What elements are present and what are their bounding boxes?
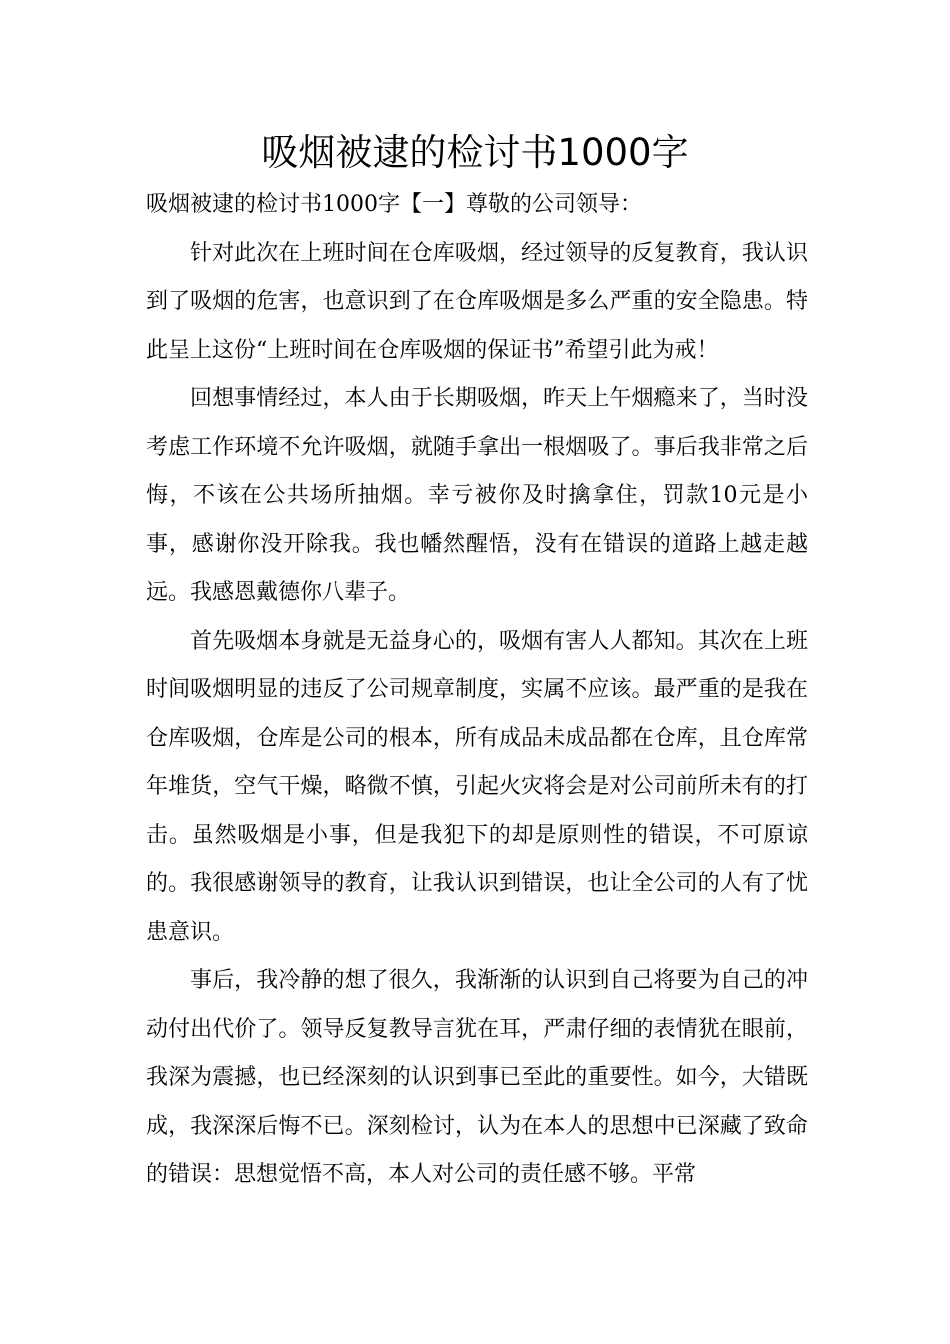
paragraph-4: 事后，我冷静的想了很久，我渐渐的认识到自己将要为自己的冲动付出代价了。领导反复教导言犹在耳，严肃仔细的表情犹在眼前，我深为震撼，也已经深刻的认识到事已至此的重要性。如今，大错既成，我深深后悔不已。深刻检讨，认为在本人的思想中已深藏了致命的错误：思想觉悟不高，本人对公司的责任感不够。平常 (146, 968, 808, 1187)
lead-line: 吸烟被逮的检讨书1000字【一】尊敬的公司领导： (146, 192, 642, 217)
paragraph-1: 针对此次在上班时间在仓库吸烟，经过领导的反复教育，我认识到了吸烟的危害，也意识到了在仓库吸烟是多么严重的安全隐患。特此呈上这份“上班时间在仓库吸烟的保证书”希望引此为戒！ (146, 240, 808, 363)
paragraph-2: 回想事情经过，本人由于长期吸烟，昨天上午烟瘾来了，当时没考虑工作环境不允许吸烟，就随手拿出一根烟吸了。事后我非常之后悔，不该在公共场所抽烟。幸亏被你及时擒拿住，罚款10元是小事，感谢你没开除我。我也幡然醒悟，没有在错误的道路上越走越远。我感恩戴德你八辈子。 (146, 386, 808, 605)
paragraph-3: 首先吸烟本身就是无益身心的，吸烟有害人人都知。其次在上班时间吸烟明显的违反了公司规章制度，实属不应该。最严重的是我在仓库吸烟，仓库是公司的根本，所有成品未成品都在仓库，且仓库常年堆货，空气干燥，略微不慎，引起火灾将会是对公司前所未有的打击。虽然吸烟是小事，但是我犯下的却是原则性的错误，不可原谅的。我很感谢领导的教育，让我认识到错误，也让全公司的人有了忧患意识。 (146, 628, 808, 945)
document-body (146, 181, 808, 1200)
page-title: 吸烟被逮的检讨书1000字 (261, 131, 689, 174)
